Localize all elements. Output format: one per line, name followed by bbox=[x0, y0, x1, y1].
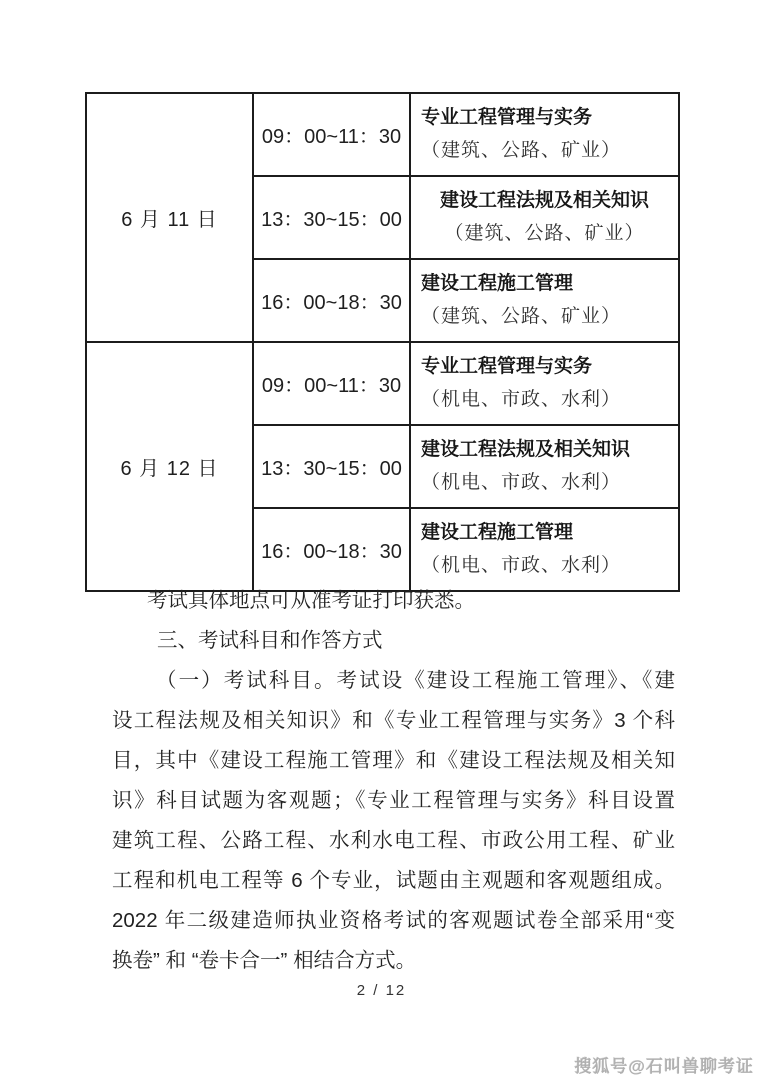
date-cell: 6 月 12 日 bbox=[86, 342, 253, 591]
subject-name: 建设工程施工管理 bbox=[421, 521, 574, 543]
subject-cell bbox=[410, 176, 679, 259]
table-row bbox=[86, 93, 679, 176]
paragraph-line: 识》科目试题为客观题；《专业工程管理与实务》科目设置 bbox=[112, 789, 675, 812]
paragraph-line: 目，其中《建设工程施工管理》和《建设工程法规及相关知 bbox=[112, 749, 675, 772]
subject-name: 建设工程法规及相关知识 bbox=[421, 438, 631, 460]
section-heading: 三、考试科目和作答方式 bbox=[157, 629, 383, 652]
subject-cell bbox=[410, 342, 679, 425]
subject-majors: （机电、市政、水利） bbox=[421, 472, 622, 494]
subject-cell bbox=[410, 425, 679, 508]
time-cell: 13：30~15：00 bbox=[253, 176, 410, 259]
subject-cell bbox=[410, 508, 679, 591]
subject-name: 专业工程管理与实务 bbox=[421, 106, 593, 128]
subject-cell bbox=[410, 93, 679, 176]
note-line: 考试具体地点可从准考证打印获悉。 bbox=[147, 589, 475, 612]
exam-schedule-table bbox=[85, 92, 680, 592]
paragraph-line: 设工程法规及相关知识》和《专业工程管理与实务》3 个科 bbox=[112, 709, 675, 732]
table-row bbox=[86, 342, 679, 425]
paragraph-line: 2022 年二级建造师执业资格考试的客观题试卷全部采用“变 bbox=[112, 909, 675, 932]
paragraph-line: 换卷” 和 “卷卡合一” 相结合方式。 bbox=[112, 949, 417, 972]
subject-majors: （机电、市政、水利） bbox=[421, 555, 622, 577]
date-cell: 6 月 11 日 bbox=[86, 93, 253, 342]
subject-name: 建设工程施工管理 bbox=[421, 272, 574, 294]
subject-name: 建设工程法规及相关知识 bbox=[439, 189, 649, 211]
subject-name: 专业工程管理与实务 bbox=[421, 355, 593, 377]
paragraph-line: 工程和机电工程等 6 个专业，试题由主观题和客观题组成。 bbox=[112, 869, 675, 892]
subject-majors: （建筑、公路、矿业） bbox=[444, 223, 645, 245]
watermark: 搜狐号@石叫兽聊考证 bbox=[574, 1057, 754, 1076]
time-cell: 13：30~15：00 bbox=[253, 425, 410, 508]
time-cell: 09：00~11：30 bbox=[253, 93, 410, 176]
time-cell: 09：00~11：30 bbox=[253, 342, 410, 425]
subject-majors: （机电、市政、水利） bbox=[421, 389, 622, 411]
document-body bbox=[112, 581, 675, 981]
paragraph-line: 建筑工程、公路工程、水利水电工程、市政公用工程、矿业 bbox=[112, 829, 675, 852]
page-number: 2 / 12 bbox=[356, 982, 407, 999]
subject-majors: （建筑、公路、矿业） bbox=[421, 140, 622, 162]
subject-cell bbox=[410, 259, 679, 342]
time-cell: 16：00~18：30 bbox=[253, 259, 410, 342]
subject-majors: （建筑、公路、矿业） bbox=[421, 306, 622, 328]
paragraph-line: （一）考试科目。考试设《建设工程施工管理》、《建 bbox=[156, 669, 675, 692]
time-cell: 16：00~18：30 bbox=[253, 508, 410, 591]
